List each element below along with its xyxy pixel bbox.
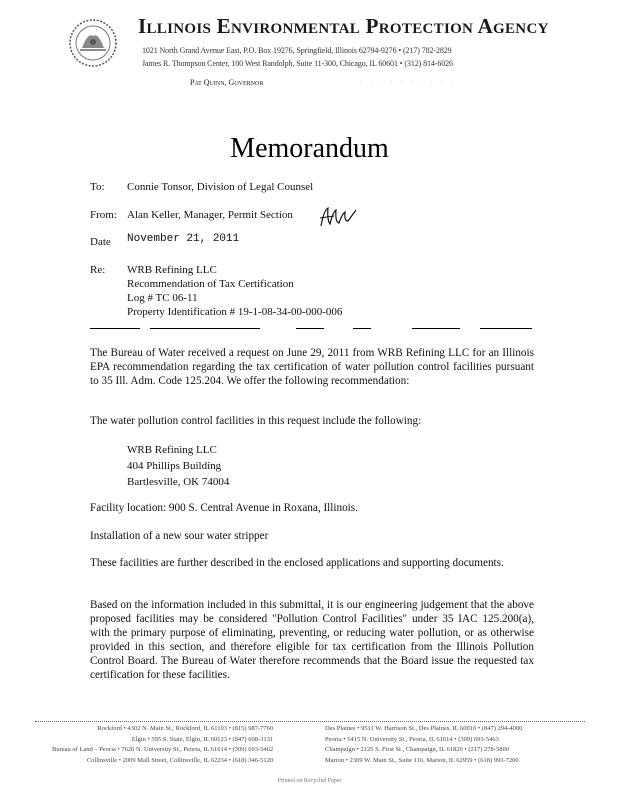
company-address-line: WRB Refining LLC xyxy=(127,444,217,456)
signature-initials xyxy=(318,204,358,230)
company-address xyxy=(127,442,229,490)
re-line: WRB Refining LLC xyxy=(127,264,217,276)
agency-address-chicago: James R. Thompson Center, 100 West Randolph, Suite 11-300, Chicago, IL 60601 • (312) 814-6026 xyxy=(142,59,453,68)
body-facility-location: Facility location: 900 S. Central Avenue in Roxana, Illinois. xyxy=(90,502,358,514)
footer-office: Des Plaines • 9511 W. Harrison St., Des Plaines, IL 60016 • (847) 294-4000 xyxy=(325,725,523,732)
footer-office: Peoria • 5415 N. University St., Peoria, IL 61614 • (309) 693-5463 xyxy=(325,735,499,743)
body-paragraph-judgement: Based on the information included in this submittal, it is our engineering judgement that the above proposed facilities may be considered "Pollution Control Facilities" under 35 IAC 125.200(a), with the primary purpose of eliminating, preventing, or reducing water pollution, or as otherwise provided in this section, and therefore eligible for tax certification from the Illinois Pollution Control Board. The Bureau of Water therefore recommends that the Board issue the requested tax certification for these facilities. xyxy=(90,599,534,681)
body-paragraph-described: These facilities are further described in the enclosed applications and supporting documents. xyxy=(90,557,504,569)
company-address-line: Bartlesville, OK 74004 xyxy=(127,476,230,488)
director-line-faded: · · · · · · · · · · xyxy=(360,79,457,87)
state-seal-icon xyxy=(68,18,118,68)
footer-office: Collinsville • 2009 Mall Street, Collinsville, IL 62234 • (618) 346-5120 xyxy=(86,756,274,764)
recycled-paper-note: Printed on Recycled Paper xyxy=(277,778,342,784)
body-installation: Installation of a new sour water stripper xyxy=(90,530,269,542)
agency-name: Illinois Environmental Protection Agency xyxy=(138,14,549,38)
date-label: Date xyxy=(90,236,111,248)
date-value: November 21, 2011 xyxy=(127,233,240,245)
from-value: Alan Keller, Manager, Permit Section xyxy=(127,209,293,221)
footer-rule xyxy=(35,721,585,722)
re-label: Re: xyxy=(90,264,106,276)
body-paragraph-request: The Bureau of Water received a request on June 29, 2011 from WRB Refining LLC for an Illinois EPA recommendation regarding the tax certification of water pollution control facilities pursuant to 35 Ill. Adm. Code 125.204. We offer the following recommendation: xyxy=(90,347,534,387)
to-value: Connie Tonsor, Division of Legal Counsel xyxy=(127,181,314,193)
to-label: To: xyxy=(90,181,105,193)
re-line: Property Identification # 19-1-08-34-00-000-006 xyxy=(127,306,343,318)
re-line: Recommendation of Tax Certification xyxy=(127,278,294,290)
governor-line: Pat Quinn, Governor xyxy=(190,78,264,87)
separator-segment xyxy=(412,328,460,329)
footer-offices-left xyxy=(52,724,273,766)
separator-segment xyxy=(353,328,371,329)
separator-segment xyxy=(90,328,140,329)
re-line: Log # TC 06-11 xyxy=(127,292,198,304)
footer-office: Marion • 2309 W. Main St., Suite 116, Marion, IL 62959 • (618) 993-7200 xyxy=(325,756,519,764)
separator-segment xyxy=(150,328,260,329)
company-address-line: 404 Phillips Building xyxy=(127,460,222,472)
footer-office: Elgin • 595 S. State, Elgin, IL 60123 • (847) 608-3131 xyxy=(131,735,274,743)
footer-office: Champaign • 2125 S. First St., Champaign, IL 61820 • (217) 278-5800 xyxy=(325,746,509,753)
separator-segment xyxy=(480,328,532,329)
from-label: From: xyxy=(90,209,117,221)
footer-offices-right xyxy=(325,724,522,766)
agency-address-springfield: 1021 North Grand Avenue East, P.O. Box 19276, Springfield, Illinois 62794-9276 • (217) 782-2829 xyxy=(142,46,452,55)
footer-office: Bureau of Land – Peoria • 7620 N. University St., Peoria, IL 61614 • (309) 693-5462 xyxy=(52,746,274,753)
separator-segment xyxy=(296,328,324,329)
body-paragraph-facilities: The water pollution control facilities in this request include the following: xyxy=(90,415,422,427)
footer-office: Rockford • 4302 N. Main St., Rockford, IL 61103 • (815) 987-7760 xyxy=(97,725,274,732)
memo-title: Memorandum xyxy=(230,133,389,164)
